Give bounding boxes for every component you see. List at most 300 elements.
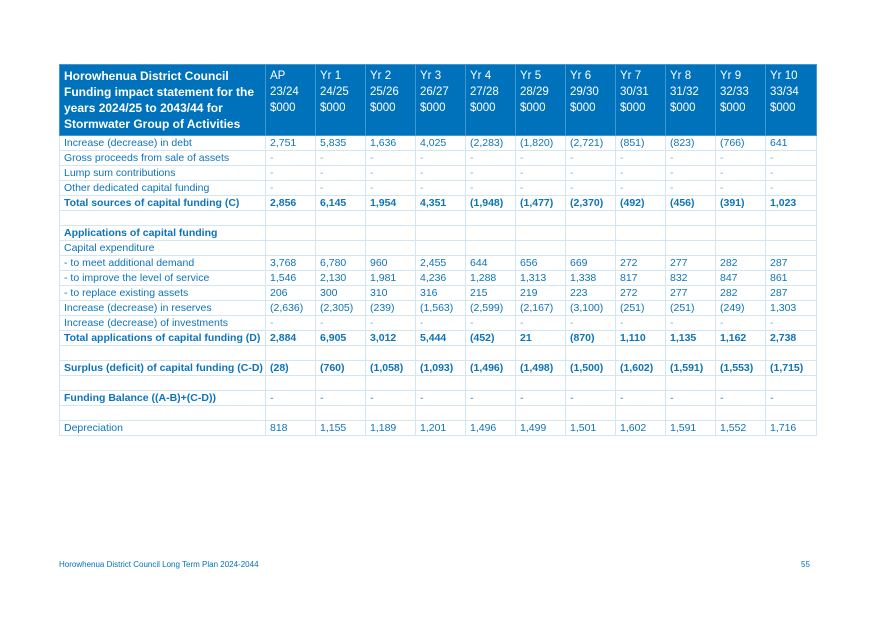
cell-value: - (716, 391, 766, 406)
cell-value: 282 (716, 286, 766, 301)
cell-value: 1,288 (466, 271, 516, 286)
cell-value (616, 241, 666, 256)
column-header (316, 65, 366, 136)
cell-value: 861 (766, 271, 817, 286)
cell-value (516, 406, 566, 421)
cell-value: - (666, 166, 716, 181)
cell-value: (760) (316, 361, 366, 376)
cell-value: 2,130 (316, 271, 366, 286)
column-header-line2: 30/31 (620, 86, 649, 98)
table-row (60, 301, 817, 316)
cell-value: 1,023 (766, 196, 817, 211)
row-label (60, 211, 266, 226)
cell-value (316, 241, 366, 256)
cell-value: 641 (766, 136, 817, 151)
table-body (60, 136, 817, 436)
cell-value: - (466, 391, 516, 406)
cell-value (566, 241, 616, 256)
cell-value (666, 346, 716, 361)
column-header-line2: 23/24 (270, 86, 299, 98)
cell-value (466, 226, 516, 241)
column-header-line3: $000 (520, 102, 546, 114)
cell-value: (456) (666, 196, 716, 211)
cell-value (516, 346, 566, 361)
cell-value: (1,477) (516, 196, 566, 211)
cell-value: 219 (516, 286, 566, 301)
column-header-line1: Yr 1 (320, 70, 342, 82)
cell-value (516, 376, 566, 391)
cell-value: - (716, 151, 766, 166)
title-line: Stormwater Group of Activities (64, 117, 241, 131)
column-header-line1: Yr 5 (520, 70, 542, 82)
cell-value: 3,012 (366, 331, 416, 346)
cell-value: - (366, 391, 416, 406)
column-header (366, 65, 416, 136)
table-row (60, 256, 817, 271)
cell-value (716, 241, 766, 256)
cell-value: 1,162 (716, 331, 766, 346)
cell-value (716, 211, 766, 226)
cell-value: (452) (466, 331, 516, 346)
cell-value (516, 211, 566, 226)
cell-value (616, 376, 666, 391)
cell-value: - (266, 181, 316, 196)
cell-value (366, 406, 416, 421)
cell-value (416, 376, 466, 391)
cell-value: - (516, 391, 566, 406)
cell-value (716, 226, 766, 241)
row-label: Lump sum contributions (60, 166, 266, 181)
cell-value: 4,351 (416, 196, 466, 211)
cell-value: - (266, 166, 316, 181)
cell-value (366, 346, 416, 361)
cell-value (266, 241, 316, 256)
table-row (60, 421, 817, 436)
column-header (716, 65, 766, 136)
cell-value: 1,546 (266, 271, 316, 286)
cell-value: 1,201 (416, 421, 466, 436)
table-row (60, 181, 817, 196)
cell-value: (1,715) (766, 361, 817, 376)
cell-value (466, 376, 516, 391)
cell-value (666, 376, 716, 391)
cell-value: - (466, 181, 516, 196)
cell-value: (823) (666, 136, 716, 151)
cell-value: (1,563) (416, 301, 466, 316)
row-label (60, 406, 266, 421)
cell-value: (2,167) (516, 301, 566, 316)
cell-value: 223 (566, 286, 616, 301)
column-header-line1: Yr 2 (370, 70, 392, 82)
cell-value (416, 211, 466, 226)
cell-value: - (416, 166, 466, 181)
cell-value: - (766, 181, 817, 196)
cell-value: - (466, 316, 516, 331)
cell-value (666, 406, 716, 421)
cell-value: (2,721) (566, 136, 616, 151)
cell-value: - (316, 181, 366, 196)
cell-value (316, 406, 366, 421)
cell-value: - (566, 166, 616, 181)
cell-value: 6,145 (316, 196, 366, 211)
cell-value: - (416, 316, 466, 331)
cell-value: - (366, 151, 416, 166)
column-header (766, 65, 817, 136)
column-header-line3: $000 (770, 102, 796, 114)
row-label: - to improve the level of service (60, 271, 266, 286)
cell-value: - (366, 181, 416, 196)
table-row (60, 316, 817, 331)
title-line: Horowhenua District Council (64, 69, 229, 83)
cell-value: 1,552 (716, 421, 766, 436)
cell-value (666, 211, 716, 226)
column-header-line1: Yr 6 (570, 70, 592, 82)
table-row (60, 286, 817, 301)
cell-value (416, 241, 466, 256)
cell-value (566, 406, 616, 421)
cell-value: 6,905 (316, 331, 366, 346)
column-header-line2: 33/34 (770, 86, 799, 98)
cell-value (416, 346, 466, 361)
funding-impact-table (59, 64, 817, 436)
cell-value: 2,738 (766, 331, 817, 346)
cell-value: - (366, 166, 416, 181)
cell-value: 282 (716, 256, 766, 271)
column-header-line1: Yr 4 (470, 70, 492, 82)
cell-value: 1,338 (566, 271, 616, 286)
cell-value: 287 (766, 256, 817, 271)
cell-value (766, 211, 817, 226)
table-title (60, 65, 266, 136)
cell-value: 316 (416, 286, 466, 301)
cell-value (266, 211, 316, 226)
cell-value (266, 376, 316, 391)
cell-value: (2,370) (566, 196, 616, 211)
cell-value (566, 211, 616, 226)
cell-value: - (316, 151, 366, 166)
cell-value: 1,135 (666, 331, 716, 346)
cell-value: 1,602 (616, 421, 666, 436)
cell-value: 2,884 (266, 331, 316, 346)
column-header-line2: 32/33 (720, 86, 749, 98)
cell-value: 310 (366, 286, 416, 301)
footer-page-number: 55 (801, 560, 810, 569)
title-line: years 2024/25 to 2043/44 for (64, 101, 223, 115)
cell-value: (1,820) (516, 136, 566, 151)
cell-value: - (366, 316, 416, 331)
column-header-line1: Yr 8 (670, 70, 692, 82)
cell-value: - (466, 166, 516, 181)
row-label: - to replace existing assets (60, 286, 266, 301)
cell-value: 1,501 (566, 421, 616, 436)
cell-value: - (266, 316, 316, 331)
cell-value (566, 226, 616, 241)
cell-value: 832 (666, 271, 716, 286)
cell-value: 1,496 (466, 421, 516, 436)
cell-value: (2,305) (316, 301, 366, 316)
cell-value: 4,236 (416, 271, 466, 286)
cell-value: - (566, 316, 616, 331)
column-header-line3: $000 (320, 102, 346, 114)
column-header-line2: 31/32 (670, 86, 699, 98)
row-label: - to meet additional demand (60, 256, 266, 271)
cell-value (366, 211, 416, 226)
cell-value: - (716, 181, 766, 196)
cell-value (266, 406, 316, 421)
cell-value: (2,283) (466, 136, 516, 151)
column-header-line3: $000 (570, 102, 596, 114)
cell-value (566, 376, 616, 391)
column-header (566, 65, 616, 136)
cell-value: - (616, 181, 666, 196)
cell-value (466, 241, 516, 256)
cell-value: 277 (666, 286, 716, 301)
cell-value (366, 226, 416, 241)
cell-value (466, 406, 516, 421)
column-header-line2: 27/28 (470, 86, 499, 98)
column-header-line2: 28/29 (520, 86, 549, 98)
cell-value: - (716, 316, 766, 331)
cell-value: - (666, 316, 716, 331)
table-header-row (60, 65, 817, 136)
table-row (60, 241, 817, 256)
cell-value (766, 346, 817, 361)
cell-value: - (416, 151, 466, 166)
cell-value (716, 346, 766, 361)
cell-value: 1,981 (366, 271, 416, 286)
table-row (60, 391, 817, 406)
cell-value: 272 (616, 286, 666, 301)
column-header (416, 65, 466, 136)
column-header-line3: $000 (620, 102, 646, 114)
cell-value: (249) (716, 301, 766, 316)
spacer-row (60, 211, 817, 226)
cell-value: - (766, 391, 817, 406)
table-row (60, 196, 817, 211)
cell-value: 960 (366, 256, 416, 271)
column-header-line1: Yr 3 (420, 70, 442, 82)
cell-value (516, 226, 566, 241)
cell-value: - (666, 151, 716, 166)
table-row (60, 361, 817, 376)
cell-value: - (716, 166, 766, 181)
row-label: Depreciation (60, 421, 266, 436)
cell-value (716, 406, 766, 421)
cell-value (666, 241, 716, 256)
cell-value: - (266, 391, 316, 406)
column-header (666, 65, 716, 136)
cell-value: 5,835 (316, 136, 366, 151)
cell-value: 2,751 (266, 136, 316, 151)
cell-value: - (466, 151, 516, 166)
cell-value (766, 376, 817, 391)
cell-value: 1,591 (666, 421, 716, 436)
title-line: Funding impact statement for the (64, 85, 255, 99)
cell-value: - (766, 316, 817, 331)
cell-value: (1,498) (516, 361, 566, 376)
table-row (60, 331, 817, 346)
row-label: Funding Balance ((A-B)+(C-D)) (60, 391, 266, 406)
spacer-row (60, 376, 817, 391)
cell-value: (239) (366, 301, 416, 316)
column-header-line3: $000 (670, 102, 696, 114)
cell-value: 300 (316, 286, 366, 301)
cell-value: - (316, 391, 366, 406)
cell-value: (251) (616, 301, 666, 316)
cell-value (766, 406, 817, 421)
cell-value: - (666, 181, 716, 196)
cell-value: (1,058) (366, 361, 416, 376)
cell-value: 656 (516, 256, 566, 271)
cell-value (566, 346, 616, 361)
cell-value: 3,768 (266, 256, 316, 271)
cell-value: - (766, 151, 817, 166)
column-header-line1: Yr 7 (620, 70, 642, 82)
row-label: Applications of capital funding (60, 226, 266, 241)
cell-value: - (516, 316, 566, 331)
cell-value: 5,444 (416, 331, 466, 346)
cell-value (466, 211, 516, 226)
cell-value: (851) (616, 136, 666, 151)
cell-value (416, 226, 466, 241)
cell-value: 1,110 (616, 331, 666, 346)
row-label: Total sources of capital funding (C) (60, 196, 266, 211)
cell-value: (2,636) (266, 301, 316, 316)
column-header-line2: 24/25 (320, 86, 349, 98)
cell-value (716, 376, 766, 391)
cell-value: 6,780 (316, 256, 366, 271)
cell-value: 1,716 (766, 421, 817, 436)
cell-value (366, 376, 416, 391)
cell-value: - (566, 151, 616, 166)
cell-value: 287 (766, 286, 817, 301)
row-label (60, 346, 266, 361)
cell-value: (1,948) (466, 196, 516, 211)
cell-value: 1,499 (516, 421, 566, 436)
cell-value (266, 226, 316, 241)
column-header-line3: $000 (270, 102, 296, 114)
cell-value: 847 (716, 271, 766, 286)
table-row (60, 136, 817, 151)
row-label: Total applications of capital funding (D) (60, 331, 266, 346)
cell-value: - (516, 151, 566, 166)
cell-value: 4,025 (416, 136, 466, 151)
column-header (466, 65, 516, 136)
cell-value: 277 (666, 256, 716, 271)
cell-value: 669 (566, 256, 616, 271)
cell-value: (1,553) (716, 361, 766, 376)
cell-value: (1,093) (416, 361, 466, 376)
cell-value: (1,602) (616, 361, 666, 376)
cell-value: 1,303 (766, 301, 817, 316)
cell-value: - (616, 391, 666, 406)
spacer-row (60, 346, 817, 361)
cell-value: - (766, 166, 817, 181)
cell-value: 1,954 (366, 196, 416, 211)
row-label: Increase (decrease) of investments (60, 316, 266, 331)
cell-value (316, 226, 366, 241)
cell-value (616, 406, 666, 421)
cell-value: - (566, 391, 616, 406)
cell-value (616, 226, 666, 241)
cell-value (316, 211, 366, 226)
cell-value (516, 241, 566, 256)
row-label: Capital expenditure (60, 241, 266, 256)
cell-value (466, 346, 516, 361)
column-header-line3: $000 (470, 102, 496, 114)
cell-value: - (516, 166, 566, 181)
cell-value: 272 (616, 256, 666, 271)
cell-value: - (416, 391, 466, 406)
column-header-line3: $000 (720, 102, 746, 114)
cell-value (316, 376, 366, 391)
cell-value: (1,591) (666, 361, 716, 376)
cell-value: - (616, 166, 666, 181)
column-header-line2: 26/27 (420, 86, 449, 98)
cell-value: - (616, 316, 666, 331)
table-row (60, 151, 817, 166)
cell-value (666, 226, 716, 241)
cell-value (416, 406, 466, 421)
cell-value: (2,599) (466, 301, 516, 316)
cell-value: (3,100) (566, 301, 616, 316)
cell-value (366, 241, 416, 256)
cell-value (266, 346, 316, 361)
table-row (60, 271, 817, 286)
column-header (516, 65, 566, 136)
cell-value: - (266, 151, 316, 166)
cell-value: (492) (616, 196, 666, 211)
cell-value (766, 226, 817, 241)
table-row (60, 166, 817, 181)
cell-value: (766) (716, 136, 766, 151)
cell-value: 1,636 (366, 136, 416, 151)
cell-value: 2,856 (266, 196, 316, 211)
column-header-line2: 25/26 (370, 86, 399, 98)
column-header-line3: $000 (370, 102, 396, 114)
cell-value: 21 (516, 331, 566, 346)
cell-value: (1,496) (466, 361, 516, 376)
cell-value: 215 (466, 286, 516, 301)
column-header-line1: Yr 10 (770, 70, 798, 82)
cell-value: 206 (266, 286, 316, 301)
column-header-line2: 29/30 (570, 86, 599, 98)
cell-value: (251) (666, 301, 716, 316)
row-label: Surplus (deficit) of capital funding (C-D) (60, 361, 266, 376)
row-label (60, 376, 266, 391)
cell-value: - (666, 391, 716, 406)
row-label: Other dedicated capital funding (60, 181, 266, 196)
row-label: Gross proceeds from sale of assets (60, 151, 266, 166)
cell-value (316, 346, 366, 361)
cell-value: (1,500) (566, 361, 616, 376)
cell-value: (28) (266, 361, 316, 376)
column-header (616, 65, 666, 136)
cell-value: - (416, 181, 466, 196)
spacer-row (60, 406, 817, 421)
cell-value: (870) (566, 331, 616, 346)
column-header-line1: AP (270, 70, 286, 82)
row-label: Increase (decrease) in reserves (60, 301, 266, 316)
cell-value (766, 241, 817, 256)
cell-value: - (566, 181, 616, 196)
cell-value: 1,313 (516, 271, 566, 286)
cell-value: - (316, 316, 366, 331)
column-header-line1: Yr 9 (720, 70, 742, 82)
footer-document-title: Horowhenua District Council Long Term Plan 2024-2044 (59, 560, 259, 569)
cell-value (616, 346, 666, 361)
cell-value: 2,455 (416, 256, 466, 271)
